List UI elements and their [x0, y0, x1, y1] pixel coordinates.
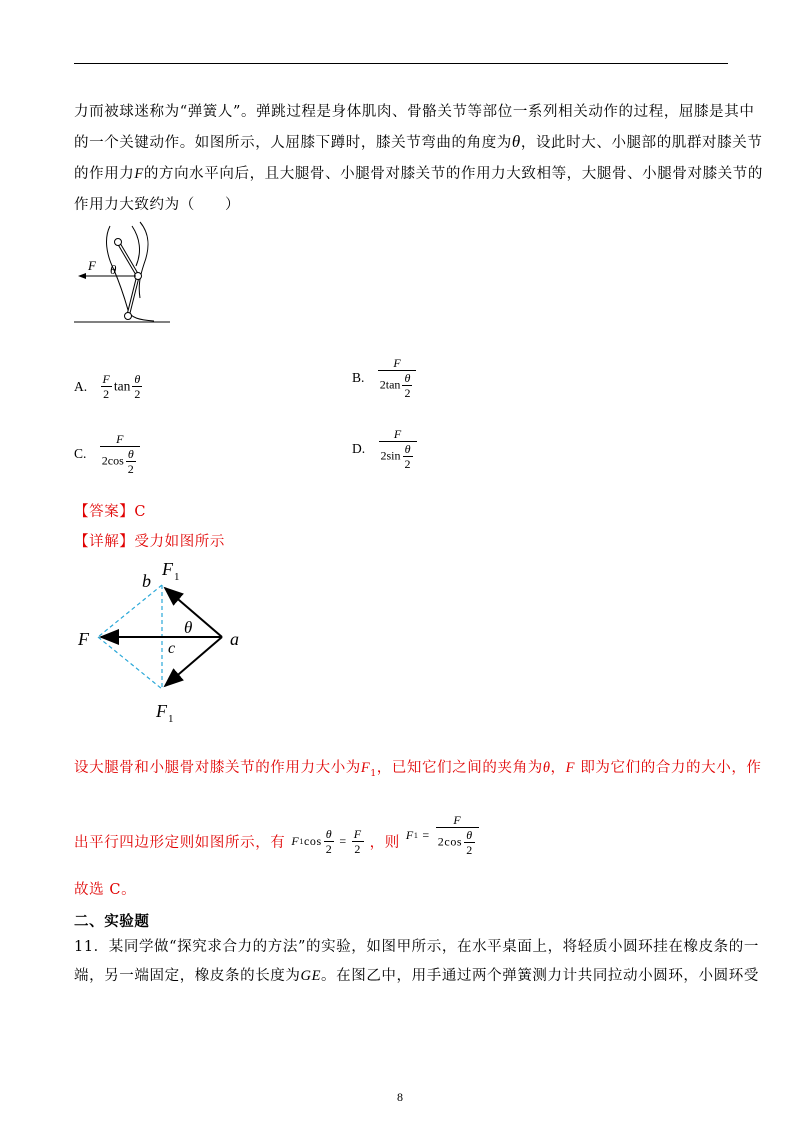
option-D[interactable]: D. F 2sin $\frac{\theta}{2}$: [352, 427, 419, 471]
equation-2: F 1 = F 2cos $\frac{\theta}{2}$: [406, 813, 481, 857]
equation-1: F 1 cos $\frac{\theta}{2}$ = $\frac{F}{2}$: [291, 826, 362, 856]
question-line-3: 的作用力F的方向水平向后，且大腿骨、小腿骨对膝关节的作用力大致相等，大腿骨、小腿骨对膝关节的: [74, 166, 763, 182]
question-line-4: 作用力大致约为（ ）: [74, 197, 241, 213]
label-c: c: [168, 640, 176, 657]
label-a: a: [230, 629, 239, 649]
q11-line-2: 端，另一端固定，橡皮条的长度为GE。在图乙中，用手通过两个弹簧测力计共同拉动小圆环，小圆环受: [74, 968, 759, 984]
question-line-2: 的一个关键动作。如图所示，人屈膝下蹲时，膝关节弯曲的角度为θ，设此时大、小腿部的肌群对膝关节: [74, 132, 763, 151]
label-F1-top: F: [162, 559, 173, 579]
option-C[interactable]: C. F 2cos $\frac{\theta}{2}$: [74, 432, 142, 476]
section-title: 二、实验题: [74, 913, 150, 930]
knee-theta-label: θ: [110, 262, 117, 277]
force-diagram: [70, 555, 270, 735]
knee-figure: [70, 218, 180, 328]
explanation-line-3: 故选 C。: [74, 882, 137, 898]
label-F: F: [78, 629, 89, 649]
label-b: b: [142, 571, 151, 591]
explanation-line-1: 设大腿骨和小腿骨对膝关节的作用力大小为$F_1$，已知它们之间的夹角为θ，F 即为它们的合力的大小，作: [74, 760, 762, 779]
detail-line: 【详解】受力如图所示: [74, 534, 226, 550]
page-number: 8: [397, 1090, 403, 1104]
label-F1-bottom-sub: 1: [168, 713, 174, 725]
option-B[interactable]: B. F 2tan $\frac{\theta}{2}$: [352, 356, 418, 400]
answer-line: 【答案】C: [74, 504, 147, 520]
header-rule: [74, 63, 728, 64]
q11-line-1: 11．某同学做“探究求合力的方法”的实验，如图甲所示，在水平桌面上，将轻质小圆环挂在橡皮条的一: [74, 939, 759, 955]
label-F1-top-sub: 1: [174, 571, 180, 583]
option-A[interactable]: A. $\frac{F}{2}$ tan $\frac{\theta}{2}$: [74, 372, 141, 401]
label-theta: θ: [184, 618, 193, 637]
explanation-line-2: 出平行四边形定则如图所示，有 F 1 cos $\frac{\theta}{2}$ = $\frac{F}{2}$ ，则 F 1 = F 2cos $\frac{\theta}{2}$: [74, 820, 481, 862]
question-line-1: 力而被球迷称为“弹簧人”。弹跳过程是身体肌肉、骨骼关节等部位一系列相关动作的过程，屈膝是其中: [74, 104, 755, 120]
label-F1-bottom: F: [156, 701, 167, 721]
knee-F-label: F: [88, 258, 96, 273]
